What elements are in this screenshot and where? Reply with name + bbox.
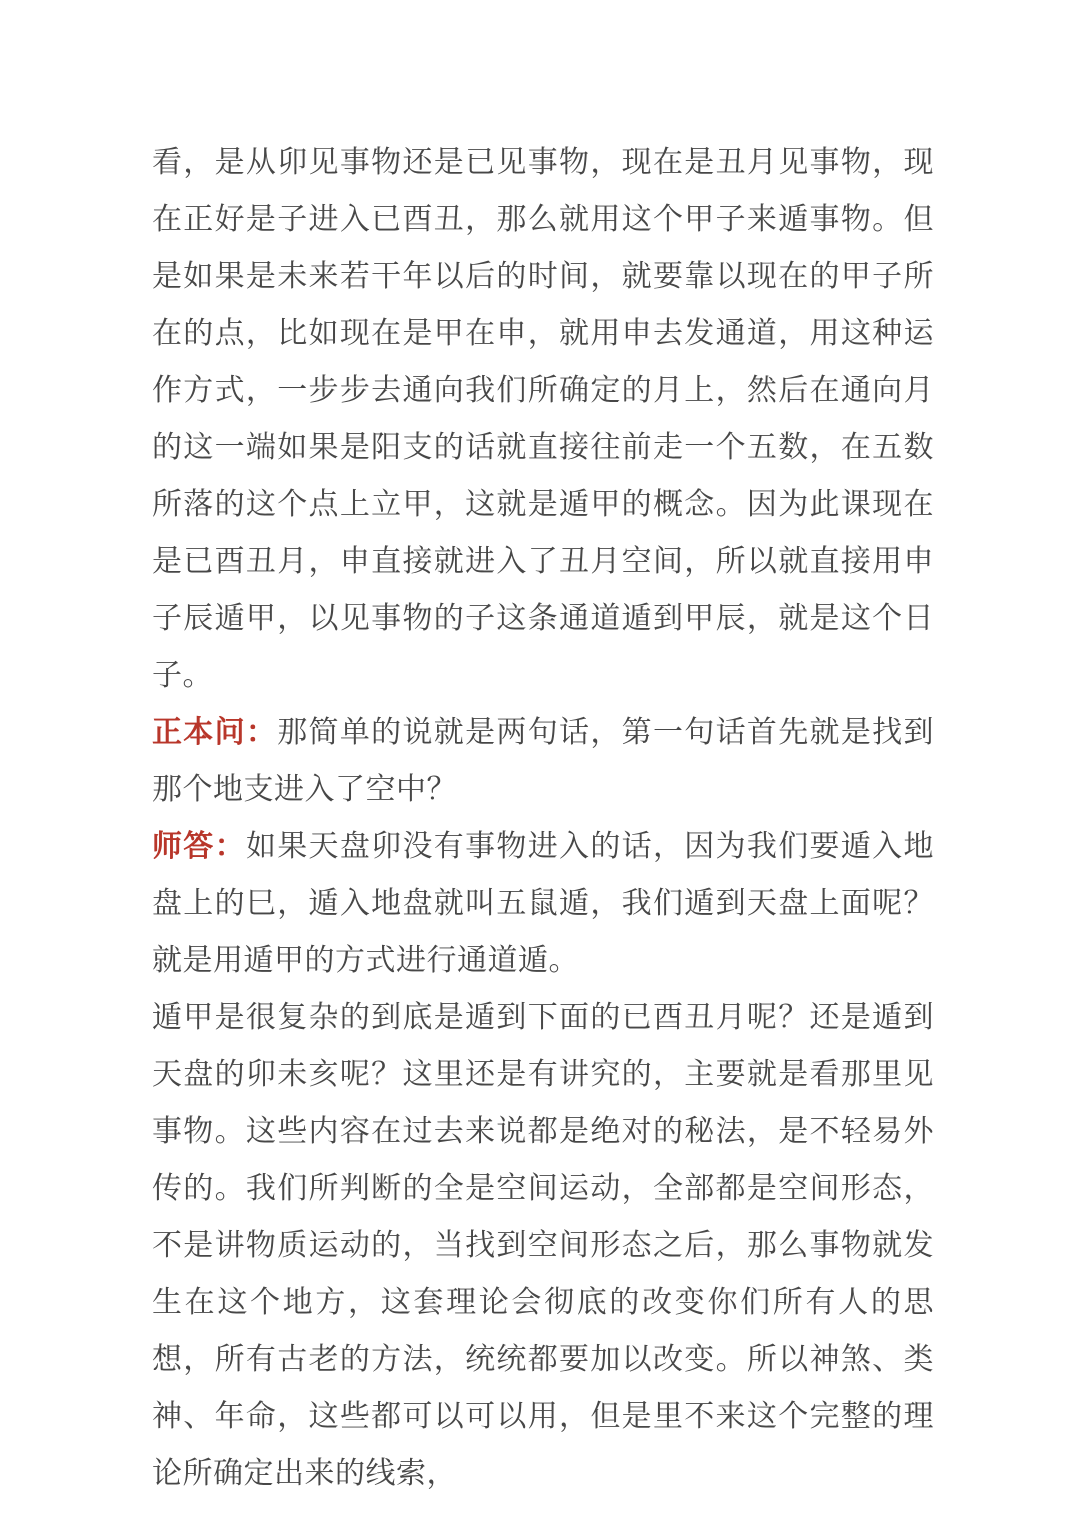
text-block — [152, 134, 934, 1502]
paragraph-answer — [152, 818, 934, 989]
paragraph-narration-2 — [152, 989, 934, 1502]
paragraph-text: 如果天盘卯没有事物进入的话，因为我们要遁入地盘上的巳，遁入地盘就叫五鼠遁，我们遁到天盘上面呢？就是用遁甲的方式进行通道遁。 — [152, 829, 934, 978]
paragraph-text: 那简单的说就是两句话，第一句话首先就是找到那个地支进入了空中？ — [152, 715, 934, 807]
speaker-label-shida: 师答： — [152, 829, 246, 864]
paragraph-narration-1 — [152, 134, 934, 704]
paragraph-question — [152, 704, 934, 818]
speaker-label-zhengbenwen: 正本问： — [152, 715, 278, 750]
paragraph-text: 遁甲是很复杂的到底是遁到下面的已酉丑月呢？还是遁到天盘的卯未亥呢？这里还是有讲究的，主要就是看那里见事物。这些内容在过去来说都是绝对的秘法，是不轻易外传的。我们所判断的全是空间运动，全部都是空间形态，不是讲物质运动的，当找到空间形态之后，那么事物就发生在这个地方，这套理论会彻底的改变你们所有人的思想，所有古老的方法，统统都要加以改变。所以神煞、类神、年命，这些都可以可以用，但是里不来这个完整的理论所确定出来的线索， — [152, 1000, 934, 1491]
paragraph-text: 看，是从卯见事物还是已见事物，现在是丑月见事物，现在正好是子进入已酉丑，那么就用这个甲子来遁事物。但是如果是未来若干年以后的时间，就要靠以现在的甲子所在的点，比如现在是甲在申，就用申去发通道，用这种运作方式，一步步去通向我们所确定的月上，然后在通向月的这一端如果是阳支的话就直接往前走一个五数，在五数所落的这个点上立甲，这就是遁甲的概念。因为此课现在是已酉丑月，申直接就进入了丑月空间，所以就直接用申子辰遁甲，以见事物的子这条通道遁到甲辰，就是这个日子。 — [152, 145, 934, 693]
